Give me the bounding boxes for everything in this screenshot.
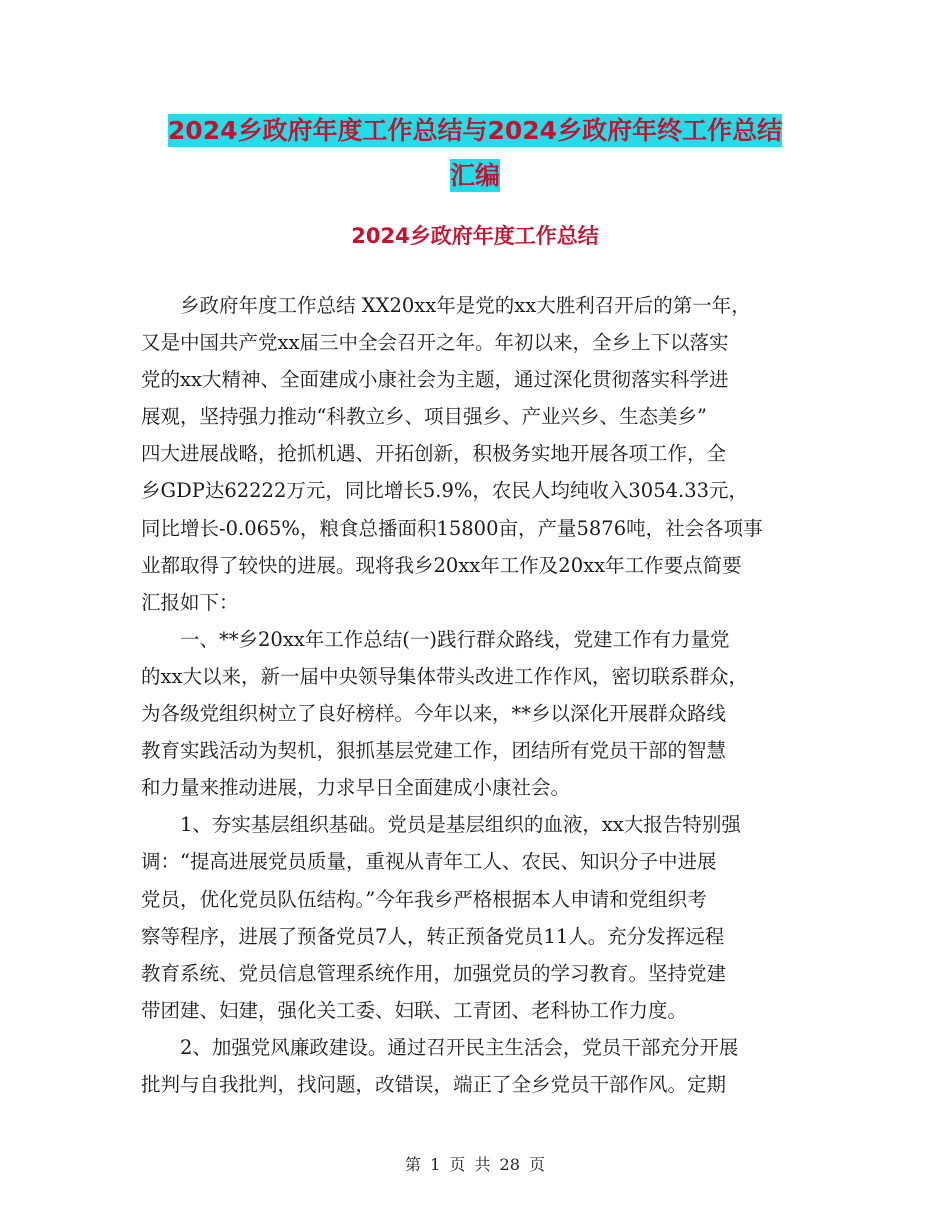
title-highlight: 2024乡政府年度工作总结与2024乡政府年终工作总结	[167, 116, 783, 145]
paragraph-line: 的xx大以来，新一届中央领导集体带头改进工作作风，密切联系群众，	[141, 664, 748, 688]
paragraph-line: 乡GDP达62222万元，同比增长5.9%，农民人均纯收入3054.33元，	[141, 479, 749, 503]
paragraph-line: 带团建、妇建，强化关工委、妇联、工青团、老科协工作力度。	[141, 998, 688, 1022]
paragraph-line: 乡政府年度工作总结 XX20xx年是党的xx大胜利召开后的第一年，	[180, 294, 751, 317]
section-title: 2024乡政府年度工作总结	[351, 224, 599, 248]
paragraph-line: 为各级党组织树立了良好榜样。今年以来，**乡以深化开展群众路线	[141, 702, 727, 726]
page-footer: 第 1 页 共 28 页	[405, 1155, 545, 1174]
paragraph-line: 业都取得了较快的进展。现将我乡20xx年工作及20xx年工作要点简要	[141, 553, 742, 577]
paragraph-line: 又是中国共产党xx届三中全会召开之年。年初以来，全乡上下以落实	[141, 331, 729, 355]
paragraph-line: 察等程序，进展了预备党员7人，转正预备党员11人。充分发挥远程	[141, 924, 725, 948]
paragraph-line: 批判与自我批判，找问题，改错误，端正了全乡党员干部作风。定期	[141, 1072, 727, 1096]
paragraph-line: 1、夯实基层组织基础。党员是基层组织的血液，xx大报告特别强	[180, 813, 741, 837]
paragraph-line: 汇报如下：	[141, 590, 239, 614]
paragraph-line: 和力量来推动进展，力求早日全面建成小康社会。	[141, 776, 571, 800]
paragraph-line: 2、加强党风廉政建设。通过召开民主生活会，党员干部充分开展	[180, 1035, 739, 1059]
paragraph-line: 调：“提高进展党员质量，重视从青年工人、农民、知识分子中进展	[141, 850, 717, 874]
paragraph-line: 教育实践活动为契机，狠抓基层党建工作，团结所有党员干部的智慧	[141, 739, 727, 763]
paragraph-line: 党的xx大精神、全面建成小康社会为主题，通过深化贯彻落实科学进	[141, 368, 729, 392]
body-text	[141, 287, 811, 1103]
paragraph-line: 展观，坚持强力推动“科教立乡、项目强乡、产业兴乡、生态美乡”	[141, 405, 707, 429]
paragraph-line: 四大进展战略，抢抓机遇、开拓创新，积极务实地开展各项工作，全	[141, 442, 727, 466]
document-title-line-2	[0, 152, 950, 200]
paragraph-line: 教育系统、党员信息管理系统作用，加强党员的学习教育。坚持党建	[141, 961, 727, 985]
title-highlight: 汇编	[449, 161, 500, 190]
document-title-line-1	[0, 107, 950, 155]
paragraph-line: 党员，优化党员队伍结构。”今年我乡严格根据本人申请和党组织考	[141, 887, 707, 911]
paragraph-line: 同比增长-0.065%，粮食总播面积15800亩，产量5876吨，社会各项事	[141, 516, 763, 540]
paragraph-line: 一、**乡20xx年工作总结(一)践行群众路线，党建工作有力量党	[180, 627, 730, 651]
